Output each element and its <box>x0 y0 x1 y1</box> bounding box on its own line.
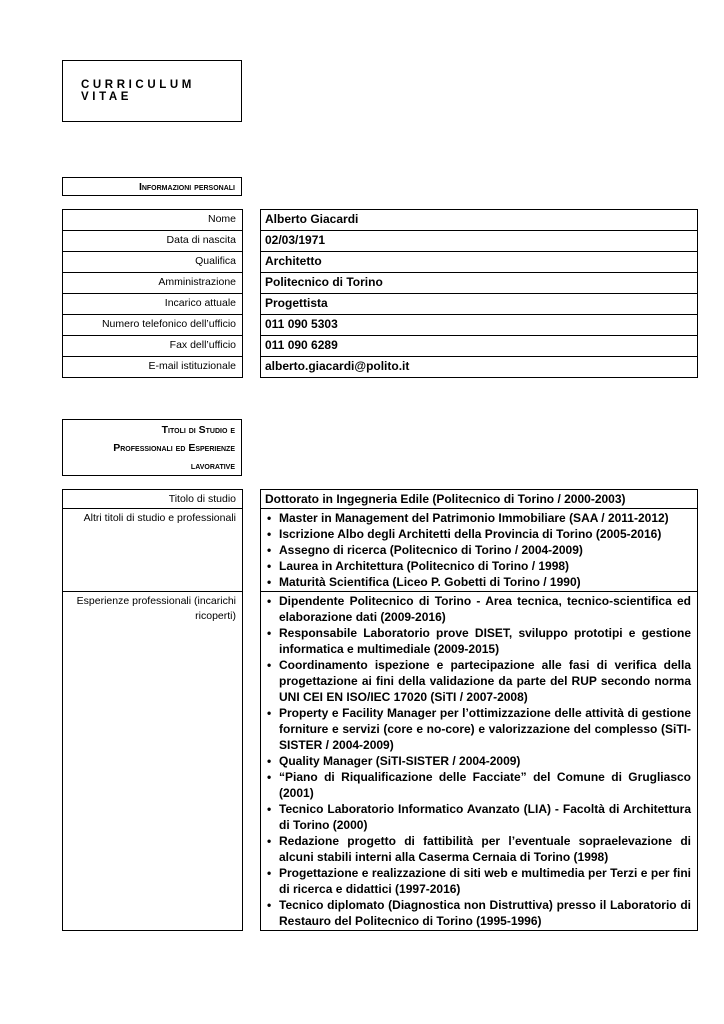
section-heading-line: Professionali ed Esperienze <box>113 442 235 454</box>
table-row <box>63 315 698 336</box>
row-label: E-mail istituzionale <box>63 357 243 378</box>
table-row <box>63 336 698 357</box>
row-value: 011 090 5303 <box>261 315 698 336</box>
table-row <box>63 252 698 273</box>
section-heading-line: Titoli di Studio e <box>161 424 235 436</box>
cv-title-box <box>62 60 242 122</box>
list-item: • Coordinamento ispezione e partecipazione alle fasi di verifica della progettazione ai fini della validazione da parte del RUP secondo norma UNI CEI EN ISO/IEC 17020 (SiTI / 2007-2008) <box>265 657 691 705</box>
list-item: • Laurea in Architettura (Politecnico di Torino / 1998) <box>265 558 691 574</box>
row-label: Amministrazione <box>63 273 243 294</box>
personal-info-table <box>62 209 698 378</box>
list-item: • Master in Management del Patrimonio Immobiliare (SAA / 2011-2012) <box>265 510 691 526</box>
section-heading-education <box>62 419 242 476</box>
row-label: Esperienze professionali (incarichi ricoperti) <box>63 592 243 931</box>
table-row <box>63 490 698 509</box>
row-label: Nome <box>63 210 243 231</box>
row-value: alberto.giacardi@polito.it <box>261 357 698 378</box>
row-value: 011 090 6289 <box>261 336 698 357</box>
row-label: Altri titoli di studio e professionali <box>63 509 243 592</box>
table-row <box>63 509 698 592</box>
row-label: Numero telefonico dell’ufficio <box>63 315 243 336</box>
row-label: Data di nascita <box>63 231 243 252</box>
list-item: • Tecnico Laboratorio Informatico Avanzato (LIA) - Facoltà di Architettura di Torino (2000) <box>265 801 691 833</box>
list-item: • Redazione progetto di fattibilità per l’eventuale sopraelevazione di alcuni stabili interni alla Caserma Cernaia di Torino (1998) <box>265 833 691 865</box>
table-row <box>63 357 698 378</box>
row-label: Titolo di studio <box>63 490 243 509</box>
row-value: Progettista <box>261 294 698 315</box>
list-item: • Maturità Scientifica (Liceo P. Gobetti di Torino / 1990) <box>265 574 691 590</box>
list-item: • Responsabile Laboratorio prove DISET, sviluppo prototipi e gestione informatica e multimediale (2009-2015) <box>265 625 691 657</box>
row-label: Fax dell’ufficio <box>63 336 243 357</box>
table-row <box>63 294 698 315</box>
table-row <box>63 273 698 294</box>
row-value: 02/03/1971 <box>261 231 698 252</box>
list-item: • Tecnico diplomato (Diagnostica non Distruttiva) presso il Laboratorio di Restauro del Politecnico di Torino (1995-1996) <box>265 897 691 929</box>
table-row <box>63 210 698 231</box>
list-item: • “Piano di Riqualificazione delle Facciate” del Comune di Grugliasco (2001) <box>265 769 691 801</box>
section-heading-personal: Informazioni personali <box>62 177 242 196</box>
altri-titoli-list <box>265 510 691 590</box>
row-value: Politecnico di Torino <box>261 273 698 294</box>
list-item: • Quality Manager (SiTI-SISTER / 2004-2009) <box>265 753 691 769</box>
education-table <box>62 489 698 931</box>
section-heading-line: lavorative <box>190 460 235 472</box>
list-item: • Assegno di ricerca (Politecnico di Torino / 2004-2009) <box>265 542 691 558</box>
list-item: • Property e Facility Manager per l’ottimizzazione delle attività di gestione forniture e servizi (core e no-core) e valorizzazione del complesso (SiTI-SISTER / 2004-2009) <box>265 705 691 753</box>
row-label: Incarico attuale <box>63 294 243 315</box>
table-row <box>63 592 698 931</box>
list-item: • Dipendente Politecnico di Torino - Area tecnica, tecnico-scientifica ed elaborazione dati (2009-2016) <box>265 593 691 625</box>
list-item: • Iscrizione Albo degli Architetti della Provincia di Torino (2005-2016) <box>265 526 691 542</box>
row-value: Architetto <box>261 252 698 273</box>
row-value: Alberto Giacardi <box>261 210 698 231</box>
row-value: Dottorato in Ingegneria Edile (Politecnico di Torino / 2000-2003) <box>261 490 698 509</box>
list-item: • Progettazione e realizzazione di siti web e multimedia per Terzi e per fini di ricerca e didattici (1997-2016) <box>265 865 691 897</box>
row-label: Qualifica <box>63 252 243 273</box>
esperienze-list <box>265 593 691 929</box>
table-row <box>63 231 698 252</box>
cv-title: CURRICULUM VITAE <box>81 79 195 103</box>
